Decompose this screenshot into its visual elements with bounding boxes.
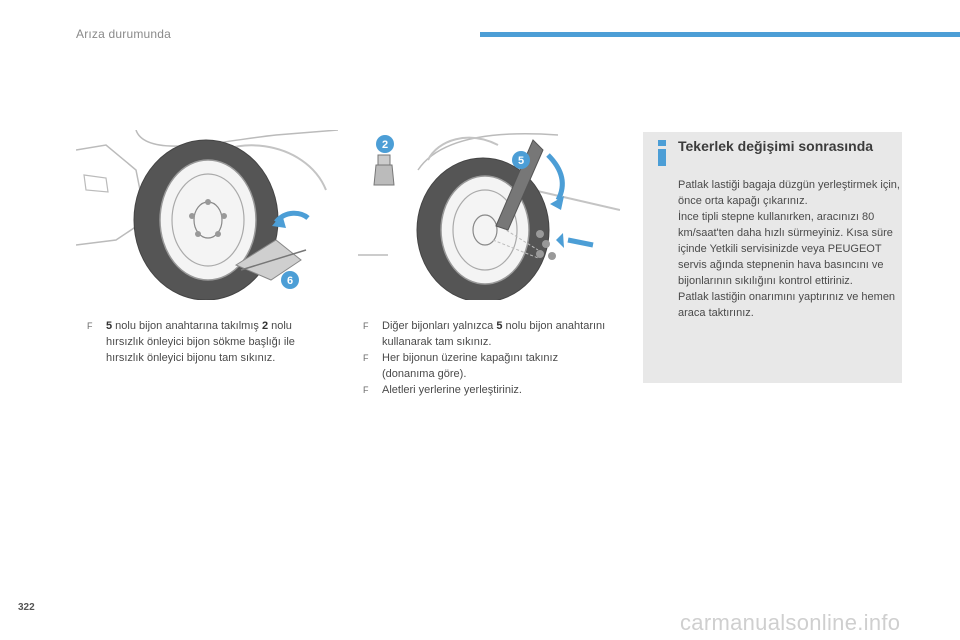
bullet-icon: F: [363, 353, 369, 363]
info-icon: [655, 140, 669, 166]
steps-list-middle: [360, 318, 610, 398]
info-box: [643, 132, 902, 383]
callout-5-label: 5: [517, 155, 525, 167]
jack-wheel-drawing: [76, 130, 338, 300]
watermark: carmanualsonline.info: [680, 610, 901, 635]
steps-list-left: [84, 318, 324, 366]
step-part-number: 2: [261, 320, 269, 332]
section-title: Arıza durumunda: [76, 27, 172, 41]
info-title: Tekerlek değişimi sonrasında: [678, 138, 874, 154]
step-text: nolu hırsızlık önleyici bijon sökme başlığı ile hırsızlık önleyici bijonu tam sıkınız.: [106, 320, 295, 364]
step-text: Aletleri yerlerine yerleştiriniz.: [382, 384, 522, 396]
bullet-icon: F: [87, 321, 93, 331]
info-paragraph: Patlak lastiğin onarımını yaptırınız ve hemen araca taktırınız.: [678, 291, 896, 319]
wrench-wheel-drawing: [358, 130, 620, 300]
step-item: [360, 382, 610, 398]
step-item: [360, 318, 610, 350]
callout-2-label: 2: [381, 139, 389, 151]
info-body: [678, 177, 900, 321]
page-number: 322: [18, 602, 35, 613]
bullet-icon: F: [363, 321, 369, 331]
step-text: nolu bijon anahtarını kullanarak tam sıkınız.: [382, 320, 606, 348]
step-text: Diğer bijonları yalnızca: [382, 320, 497, 332]
step-item: [84, 318, 324, 366]
bullet-icon: F: [363, 385, 369, 395]
illustration-jack-wheel: [76, 130, 338, 300]
illustration-wrench-wheel: [358, 130, 620, 300]
step-text: nolu bijon anahtarına takılmış: [112, 320, 262, 332]
step-part-number: 5: [106, 320, 113, 332]
header-accent-bar: [480, 32, 960, 37]
info-paragraph: Patlak lastiği bagaja düzgün yerleştirmek için, önce orta kapağı çıkarınız.: [678, 179, 900, 207]
step-text: Her bijonun üzerine kapağını takınız (donanıma göre).: [382, 352, 559, 380]
step-item: [360, 350, 610, 382]
step-part-number: 5: [496, 320, 503, 332]
info-paragraph: İnce tipli stepne kullanırken, aracınızı 80 km/saat'ten daha hızlı sürmeyiniz. Kısa süre içinde Yetkili servisinizde veya PEUGEOT servis ağında stepnenin hava basıncını ve bijonlarının sıkılığını kontrol ettiriniz.: [678, 211, 893, 287]
callout-6-label: 6: [286, 275, 294, 287]
